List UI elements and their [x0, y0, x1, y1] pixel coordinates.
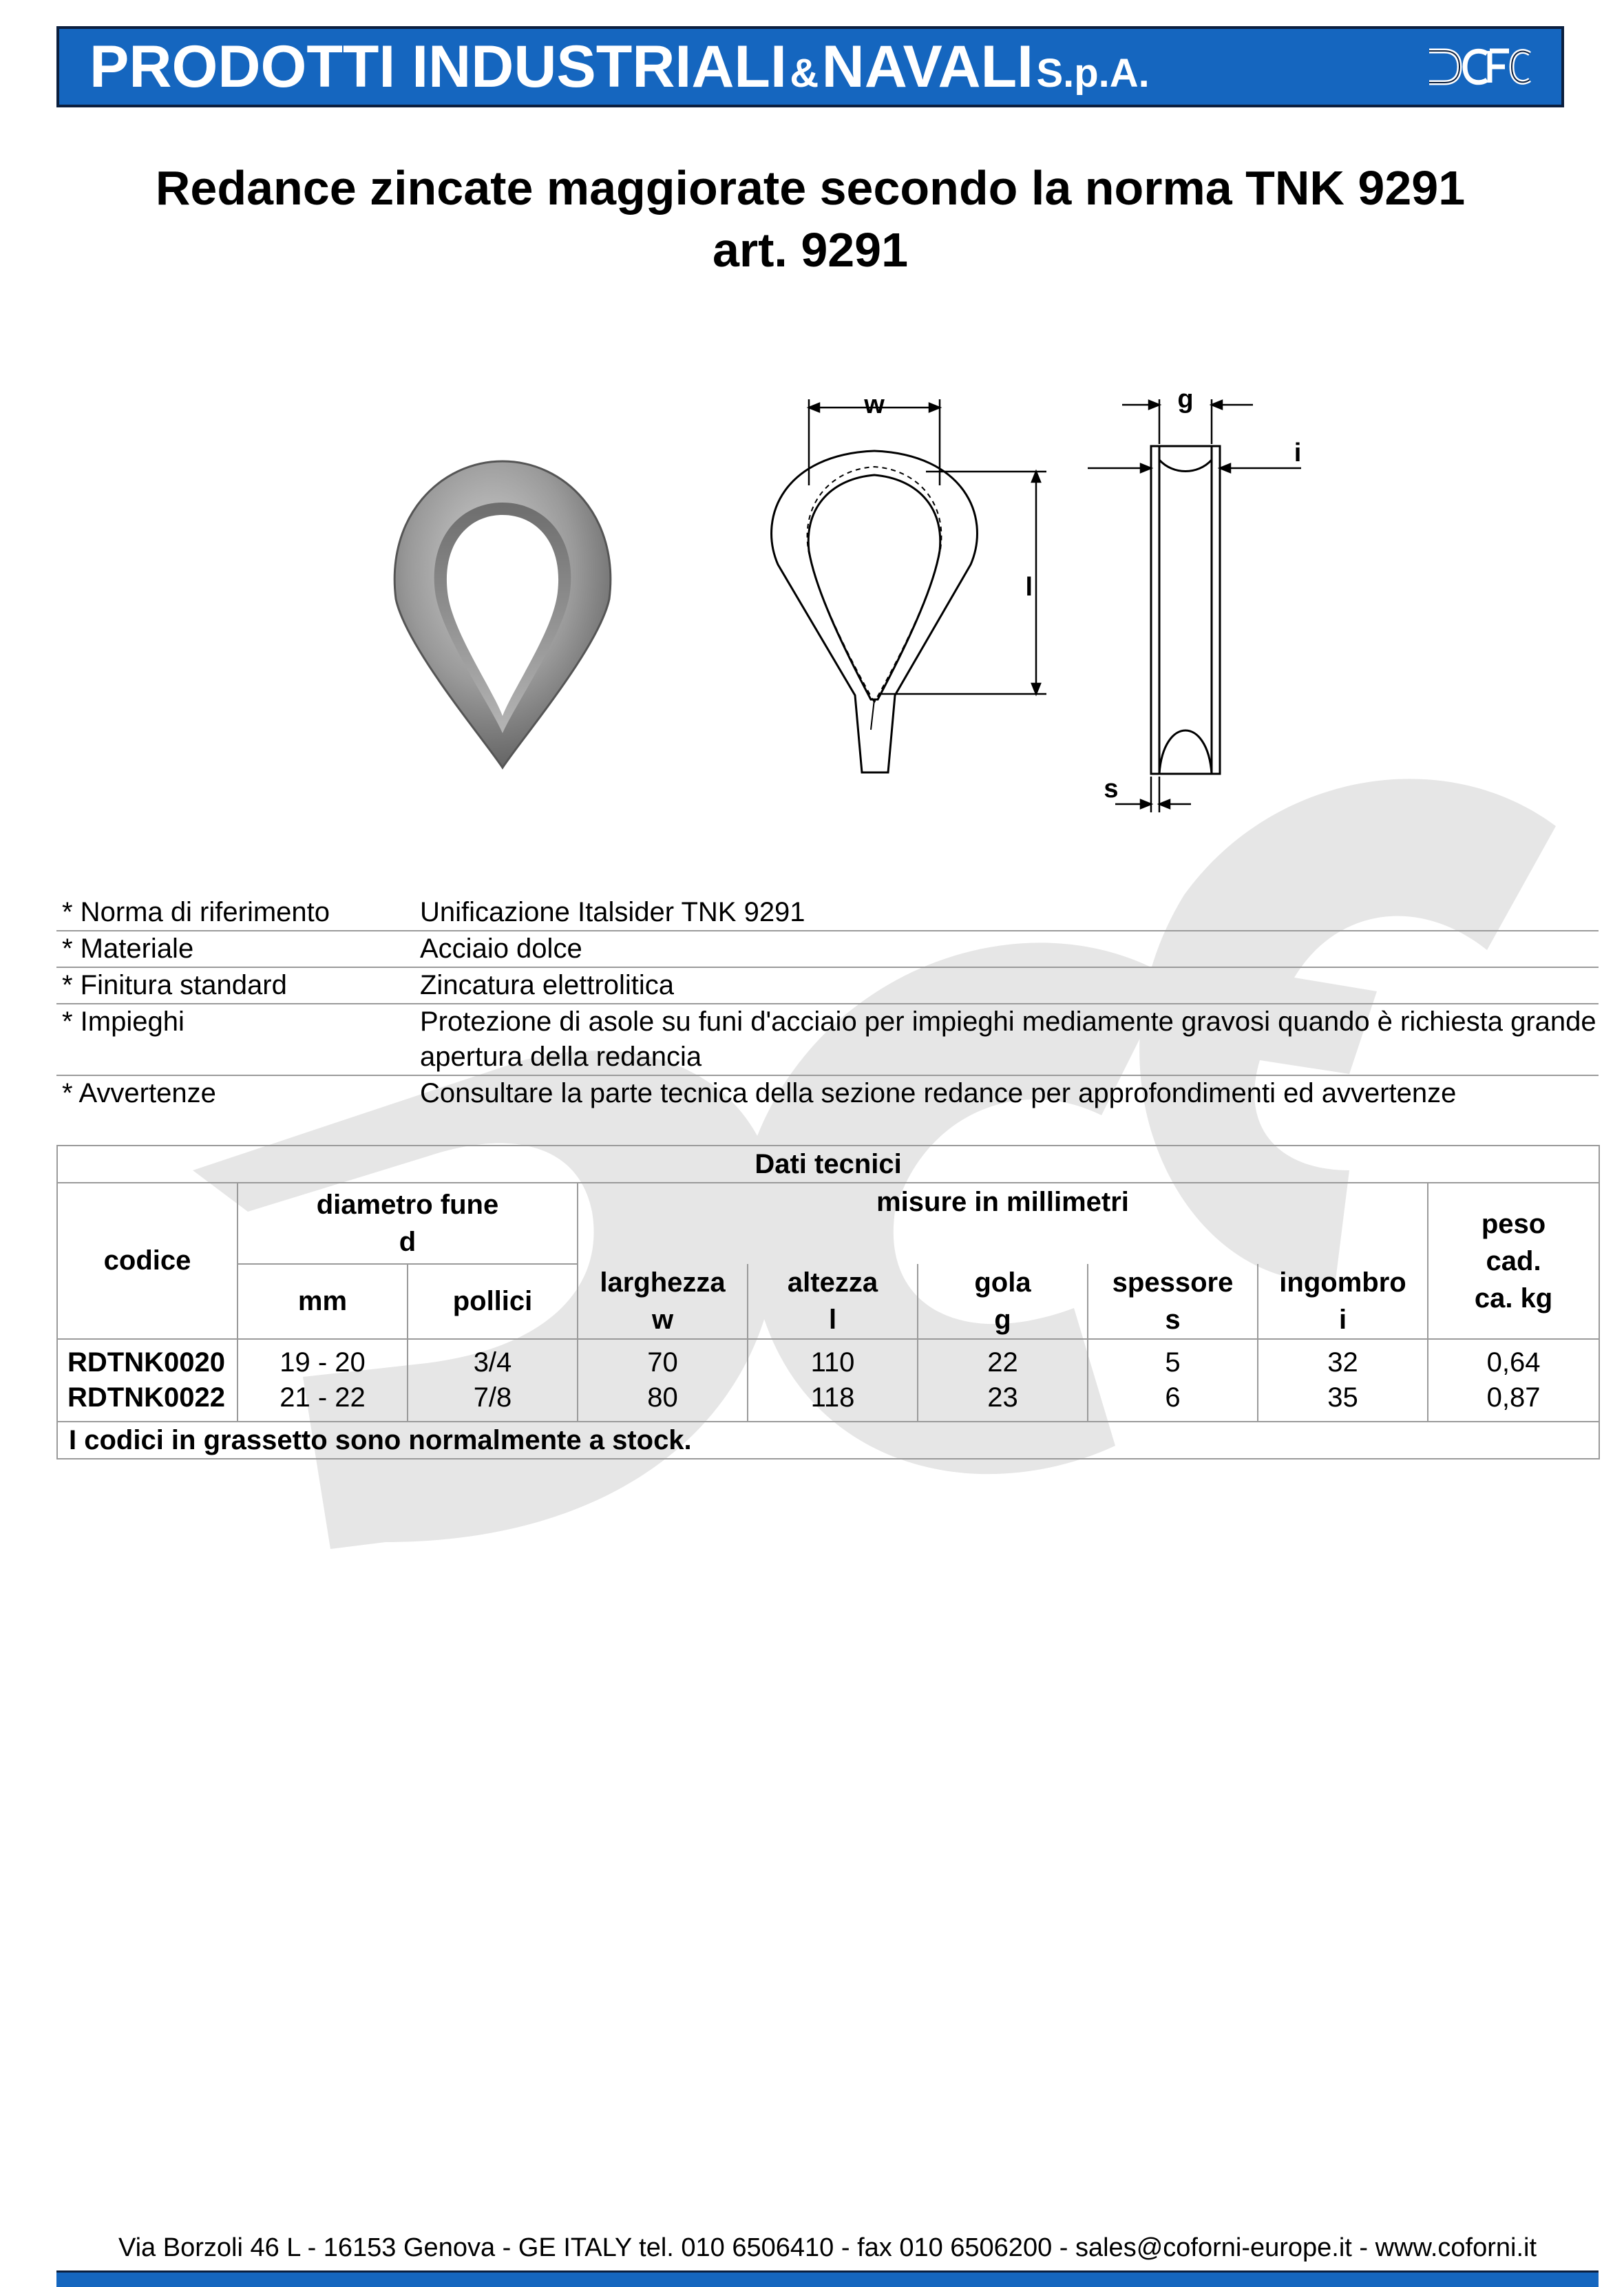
dim-label-l: l: [1025, 573, 1033, 602]
column-header-spessore: [1088, 1264, 1258, 1339]
table-row: 7/8: [473, 1382, 512, 1413]
product-photo: [386, 441, 620, 778]
table-row: 5: [1165, 1347, 1181, 1378]
dim-label-i: i: [1294, 439, 1302, 467]
spec-label: * Norma di riferimento: [62, 897, 330, 927]
column-header-mm: mm: [238, 1264, 408, 1339]
table-row: 32: [1327, 1347, 1358, 1378]
spec-row: [56, 1004, 1599, 1076]
spec-value: Protezione di asole su funi d'acciaio per impieghi mediamente gravosi quando è richiesta grande apertura della redancia: [420, 1007, 1596, 1072]
table-row: 35: [1327, 1382, 1358, 1413]
company-logo-icon: [1424, 44, 1534, 89]
peso-label-1: peso: [1481, 1208, 1546, 1239]
diametro-symbol: d: [399, 1227, 416, 1257]
column-header-peso: [1428, 1183, 1599, 1339]
peso-label-3: ca. kg: [1474, 1283, 1553, 1314]
table-row: 3/4: [473, 1347, 512, 1378]
column-header-codice: codice: [57, 1183, 238, 1339]
cell-l: [748, 1339, 918, 1422]
table-row: 80: [647, 1382, 678, 1413]
spec-label: * Finitura standard: [62, 970, 287, 1000]
table-row: 0,64: [1486, 1347, 1541, 1378]
company-name-part1: PRODOTTI INDUSTRIALI: [89, 34, 787, 100]
diametro-label: diametro fune: [316, 1190, 499, 1220]
table-row: 110: [810, 1347, 855, 1378]
table-row: 0,87: [1486, 1382, 1541, 1413]
cell-peso: [1428, 1339, 1599, 1422]
column-header-larghezza: [578, 1264, 748, 1339]
spessore-symbol: s: [1165, 1305, 1181, 1335]
cell-i: [1258, 1339, 1428, 1422]
spec-value: Unificazione Italsider TNK 9291: [420, 897, 805, 927]
cell-codice: [57, 1339, 238, 1422]
cell-mm: [238, 1339, 408, 1422]
title-line-2: art. 9291: [712, 223, 909, 277]
cell-s: [1088, 1339, 1258, 1422]
column-header-diametro: [238, 1183, 578, 1264]
table-row: RDTNK0022: [67, 1382, 225, 1413]
footer-bar: [56, 2270, 1599, 2287]
table-row: 22: [987, 1347, 1018, 1378]
spec-label: * Impieghi: [62, 1007, 184, 1037]
footer-contact: Via Borzoli 46 L - 16153 Genova - GE ITALY tel. 010 6506410 - fax 010 6506200 - sales@coforni-europe.it - www.coforni.it: [118, 2233, 1537, 2262]
ingombro-symbol: i: [1338, 1305, 1347, 1335]
company-name: [89, 29, 1150, 105]
dim-label-g: g: [1177, 385, 1194, 414]
altezza-label: altezza: [787, 1267, 878, 1298]
table-row: 21 - 22: [280, 1382, 366, 1413]
spec-row: [56, 931, 1599, 968]
cell-g: [918, 1339, 1088, 1422]
company-name-part3: S.p.A.: [1036, 51, 1150, 96]
larghezza-label: larghezza: [600, 1267, 726, 1298]
table-row: 70: [647, 1347, 678, 1378]
larghezza-symbol: w: [651, 1305, 674, 1335]
stock-note: I codici in grassetto sono normalmente a stock.: [57, 1422, 1599, 1459]
table-title: Dati tecnici: [57, 1146, 1599, 1183]
dim-label-s: s: [1104, 774, 1119, 803]
technical-drawing: [757, 372, 1349, 826]
table-row: 23: [987, 1382, 1018, 1413]
table-row: RDTNK0020: [67, 1347, 225, 1378]
table-row: 19 - 20: [280, 1347, 366, 1378]
header-banner: [56, 26, 1564, 107]
gola-label: gola: [974, 1267, 1031, 1298]
company-name-part2: NAVALI: [821, 34, 1033, 100]
specifications: [56, 895, 1599, 1111]
company-name-ampersand: &: [790, 51, 819, 96]
spec-row: [56, 1076, 1599, 1111]
column-header-ingombro: [1258, 1264, 1428, 1339]
column-header-altezza: [748, 1264, 918, 1339]
cell-w: [578, 1339, 748, 1422]
spec-value: Consultare la parte tecnica della sezione redance per approfondimenti ed avvertenze: [420, 1078, 1457, 1108]
table-row: 118: [810, 1382, 855, 1413]
cell-pollici: [408, 1339, 578, 1422]
spec-row: [56, 968, 1599, 1004]
spec-row: [56, 895, 1599, 931]
column-header-misure: misure in millimetri: [578, 1183, 1428, 1264]
ingombro-label: ingombro: [1279, 1267, 1406, 1298]
spec-label: * Materiale: [62, 934, 194, 964]
peso-label-2: cad.: [1486, 1245, 1541, 1276]
spessore-label: spessore: [1112, 1267, 1234, 1298]
spec-value: Zincatura elettrolitica: [420, 970, 675, 1000]
dim-label-w: w: [864, 390, 885, 419]
spec-value: Acciaio dolce: [420, 934, 582, 964]
table-data-rows: [57, 1339, 1599, 1422]
page-title: [56, 157, 1564, 281]
technical-data-table: [56, 1145, 1600, 1459]
title-line-1: Redance zincate maggiorate secondo la norma TNK 9291: [155, 161, 1466, 215]
column-header-gola: [918, 1264, 1088, 1339]
column-header-pollici: pollici: [408, 1264, 578, 1339]
altezza-symbol: l: [828, 1305, 837, 1335]
gola-symbol: g: [994, 1305, 1011, 1335]
spec-label: * Avvertenze: [62, 1078, 216, 1108]
table-row: 6: [1165, 1382, 1181, 1413]
